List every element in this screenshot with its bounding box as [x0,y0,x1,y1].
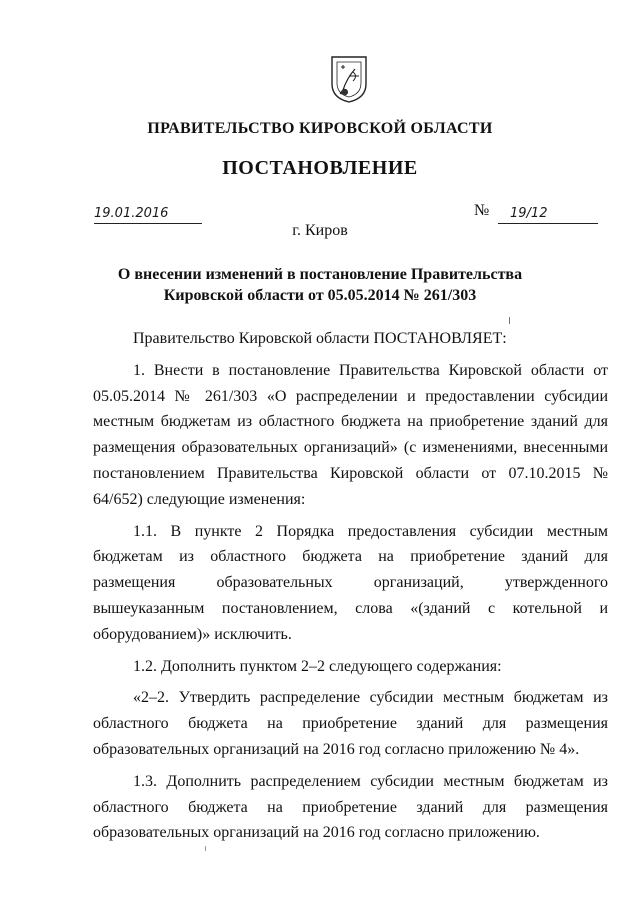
paragraph-1-2: 1.2. Дополнить пунктом 2–2 следующего содержания: [133,657,502,675]
document-subject [100,264,540,306]
paragraph-1: 1. Внести в постановление Правительства Кировской области от 05.05.2014 № 261/303 «О распределении и предоставлении субсидии местным бюджетам из областного бюджета на приобретение зданий для размещения образовательных организаций» (с изменениями, внесенными постановлением Правительства Кировской области от 07.10.2015 № 64/652) следующие изменения: [93,361,608,508]
document-type-title: ПОСТАНОВЛЕНИЕ [222,157,418,179]
city-label: г. Киров [292,222,348,239]
paragraph-1-1: 1.1. В пункте 2 Порядка предоставления субсидии местным бюджетам из областного бюджета на приобретение зданий для размещения образовательных организаций, утвержденного вышеуказанным постановлением, слова «(зданий с котельной и оборудованием)» исключить. [93,522,608,643]
scan-mark [509,317,510,324]
subject-line-1: О внесении изменений в постановление Правительства [117,266,523,283]
document-body [93,326,608,846]
subject-line-2: Кировской области от 05.05.2014 № 261/303 [163,287,477,304]
government-title: ПРАВИТЕЛЬСТВО КИРОВСКОЙ ОБЛАСТИ [147,120,493,137]
paragraph-decree: Правительство Кировской области ПОСТАНОВЛЯЕТ: [133,330,507,347]
paragraph-2-2-quote: «2–2. Утвердить распределение субсидии местным бюджетам из областного бюджета на приобретение зданий для размещения образовательных организаций на 2016 год согласно приложению № 4». [93,689,608,758]
scan-dot [205,846,206,851]
date-handwritten: 19.01.2016 [94,206,169,221]
number-sign: № [474,202,490,219]
number-handwritten: 19/12 [510,206,548,221]
coat-of-arms-icon [329,54,369,104]
paragraph-1-3: 1.3. Дополнить распределением субсидии местным бюджетам из областного бюджета на приобретение зданий для размещения образовательных организаций на 2016 год согласно приложению. [93,772,608,842]
